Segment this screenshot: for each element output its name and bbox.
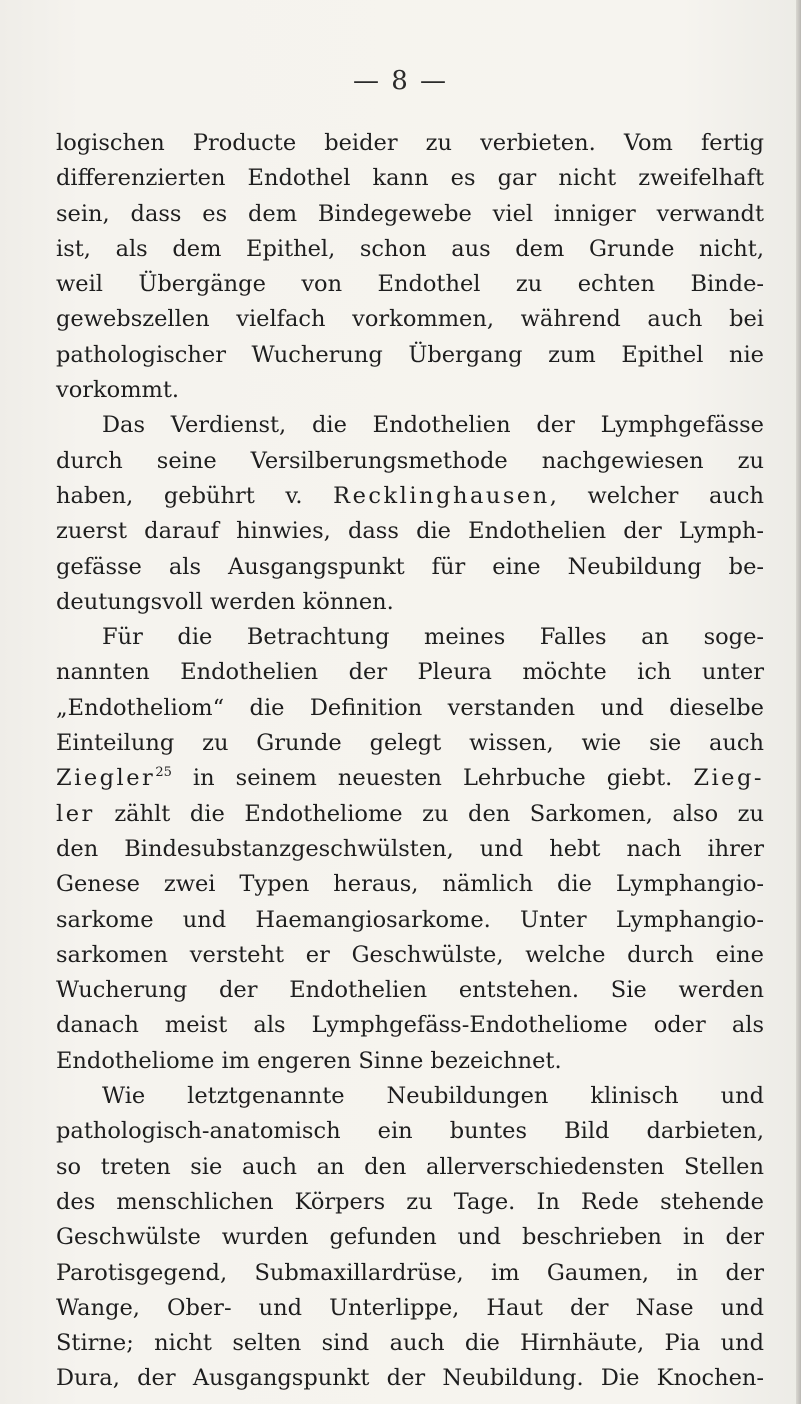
text-line: sarkome und Haemangiosarkome. Unter Lymphangio- [56, 906, 764, 933]
text-line: Parotisgegend, Submaxillardrüse, im Gaumen, in der [56, 1259, 764, 1286]
text-line: gewebszellen vielfach vorkommen, während auch bei [56, 306, 764, 333]
page-edge [796, 0, 801, 1404]
text-line: deutungsvoll werden können. [56, 588, 394, 615]
text-line: pathologisch-anatomisch ein buntes Bild darbieten, [56, 1118, 764, 1145]
text-line: „Endotheliom“ die Definition verstanden und dieselbe [56, 694, 764, 721]
text-line: Einteilung zu Grunde gelegt wissen, wie sie auch [56, 730, 764, 757]
page-number: — 8 — [352, 66, 449, 96]
text-line: Wange, Ober- und Unterlippe, Haut der Nase und [56, 1294, 764, 1321]
text-line: den Bindesubstanzgeschwülsten, und hebt nach ihrer [56, 835, 764, 862]
text-line: ist, als dem Epithel, schon aus dem Grunde nicht, [56, 235, 764, 262]
text-line: vorkommt. [56, 377, 180, 404]
text-line: ler zählt die Endotheliome zu den Sarkomen, also zu [56, 800, 764, 827]
text-line: durch seine Versilberungsmethode nachgewiesen zu [56, 447, 764, 474]
text-line: Ziegler$^{25}$ in seinem neuesten Lehrbuche giebt. Zieg- [56, 765, 764, 792]
text-line: zuerst darauf hinwies, dass die Endothelien der Lymph- [56, 518, 764, 545]
text-line: haben, gebührt v. Recklinghausen, welcher auch [56, 482, 764, 509]
text-line: Stirne; nicht selten sind auch die Hirnhäute, Pia und [56, 1330, 764, 1357]
body-text [56, 126, 764, 1397]
text-line: so treten sie auch an den allerverschiedensten Stellen [56, 1153, 764, 1180]
text-line: Wie letztgenannte Neubildungen klinisch und [102, 1083, 764, 1110]
text-line: danach meist als Lymphgefäss-Endotheliome oder als [56, 1012, 764, 1039]
author-name-spaced: Zieg- [693, 765, 764, 792]
author-name-spaced: ler [56, 800, 95, 827]
text-line: Endotheliome im engeren Sinne bezeichnet. [56, 1047, 562, 1074]
text-line: sein, dass es dem Bindegewebe viel inniger verwandt [56, 200, 764, 227]
text-line: differenzierten Endothel kann es gar nicht zweifelhaft [56, 165, 764, 192]
text-line: weil Übergänge von Endothel zu echten Binde- [56, 271, 764, 298]
text-line: Dura, der Ausgangspunkt der Neubildung. Die Knochen- [56, 1365, 764, 1392]
text-line: Für die Betrachtung meines Falles an soge- [102, 624, 764, 651]
text-line: gefässe als Ausgangspunkt für eine Neubildung be- [56, 553, 764, 580]
text-line: pathologischer Wucherung Übergang zum Epithel nie [56, 341, 764, 368]
text-line: logischen Producte beider zu verbieten. Vom fertig [56, 130, 764, 156]
text-line: des menschlichen Körpers zu Tage. In Rede stehende [56, 1188, 764, 1215]
text-line: nannten Endothelien der Pleura möchte ich unter [56, 659, 764, 686]
footnote-ref: 25 [155, 765, 172, 781]
text-line: Wucherung der Endothelien entstehen. Sie werden [56, 977, 764, 1004]
text-line: Das Verdienst, die Endothelien der Lymphgefässe [102, 412, 764, 439]
author-name-spaced: Recklinghausen [333, 482, 550, 509]
text-line: sarkomen versteht er Geschwülste, welche durch eine [56, 941, 764, 968]
text-line: Geschwülste wurden gefunden und beschrieben in der [56, 1224, 764, 1251]
text-line: Genese zwei Typen heraus, nämlich die Lymphangio- [56, 871, 764, 898]
author-name-spaced: Ziegler [56, 765, 156, 792]
